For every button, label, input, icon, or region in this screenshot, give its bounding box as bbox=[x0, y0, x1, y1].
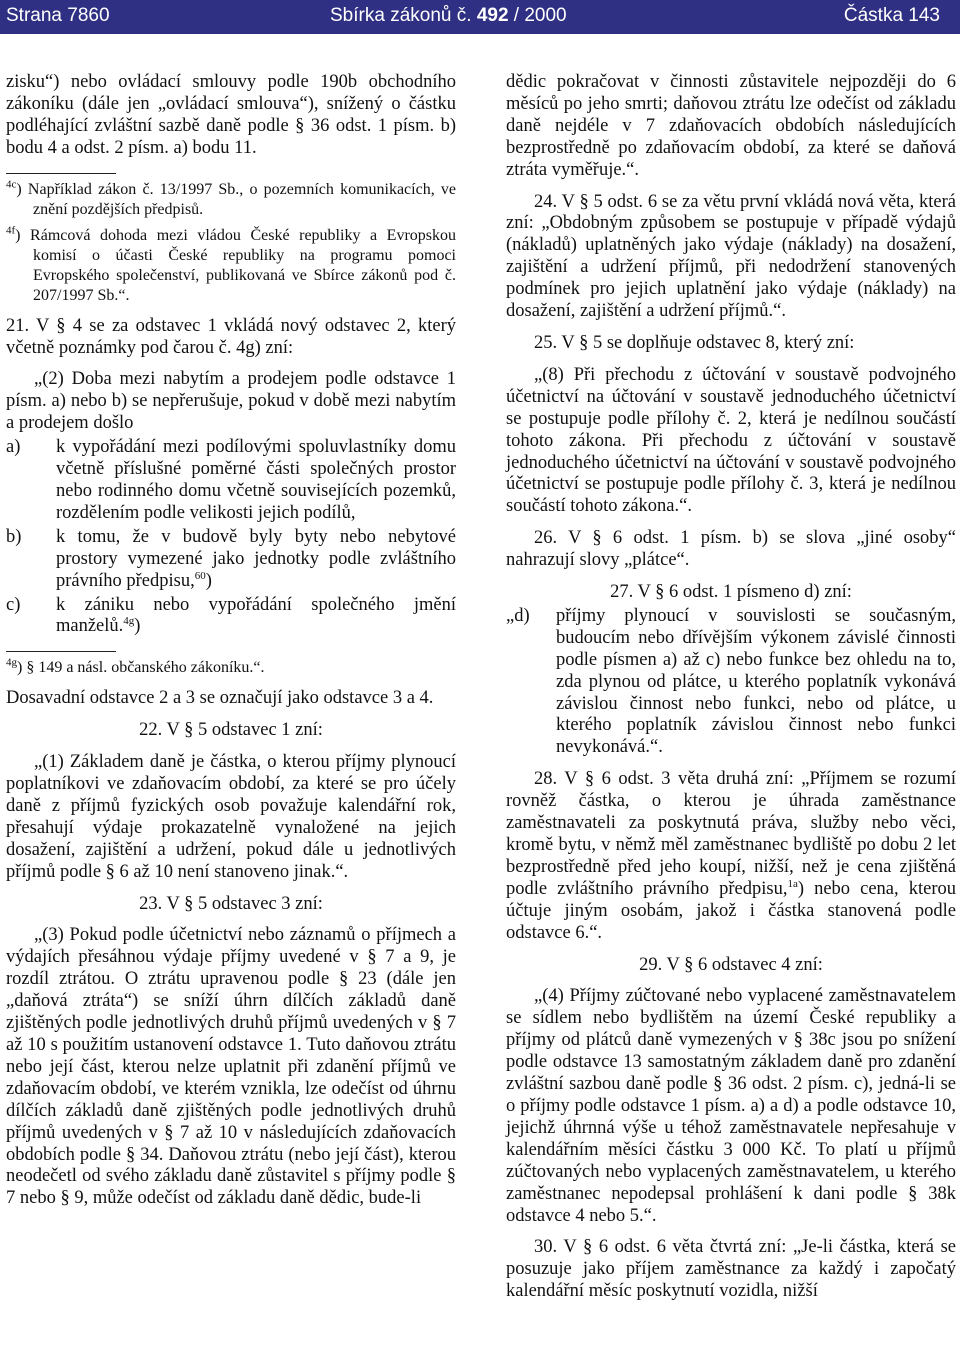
footnote-4f bbox=[6, 226, 456, 306]
footnote-rule bbox=[6, 651, 116, 652]
paragraph-continuation: zisku“) nebo ovládací smlouvy podle 190b obchodního zákoníku (dále jen „ovládací smlouva“), snížený o částku podléhající zvláštní sazbě daně podle § 36 odst. 1 písm. b) bodu 4 a odst. 2 písm. a) bodu 11. bbox=[6, 72, 456, 158]
footnote-mark: 4f bbox=[6, 224, 16, 237]
point-28-text-end: ) nebo cena, kterou účtuje jiným osobám, jakož i částka stanovená podle odstavce 6.“. bbox=[506, 878, 956, 943]
footnote-text: ) § 149 a násl. občanského zákoníku.“. bbox=[17, 659, 265, 677]
footnote-ref: 60 bbox=[194, 569, 206, 582]
footnote-text: ) Rámcová dohoda mezi vládou České republiky a Evropskou komisí o účasti České republiky na programu pomoci Evropského společenství, publikovaná ve Sbírce zákonů pod č. 207/1997 Sb.“. bbox=[15, 226, 456, 304]
footnote-ref: 1a bbox=[787, 877, 798, 890]
point-28-text: 28. V § 6 odst. 3 věta druhá zní: „Příjmem se rozumí rovněž částka, o kterou je úhrada zaměstnance zaměstnavateli za poskytnutá práva, služby nebo věci, kromě bytu, v němž měl zaměstnanec bydliště po dobu 2 let bezprostředně před jeho koupí, nižší, než je cena zjištěná podle zvláštního právního předpisu, bbox=[506, 769, 956, 899]
item-text-wrap bbox=[56, 527, 456, 593]
page-number: Strana 7860 bbox=[6, 5, 110, 26]
law-year: / 2000 bbox=[513, 5, 567, 26]
right-column bbox=[506, 72, 956, 1303]
collection-title bbox=[330, 5, 567, 27]
paragraph-continuation: dědic pokračovat v činnosti zůstavitele nejpozději do 6 měsíců po jeho smrti; daňovou ztrátu lze odečíst od základu daně nejdéle v 7 zdaňovacích obdobích následujících bezprostředně po zdaňovacím období, za které se daňová ztráta vyměřuje.“. bbox=[506, 72, 956, 180]
point-23-quote: „(3) Pokud podle účetnictví nebo záznamů o příjmech a výdajích přesáhnou výdaje příjmy uvedené v § 7 a 9, je rozdíl ztrátou. O ztrátu upravenou podle § 23 (dále jen „daňová ztráta“) se sníží úhrn dílčích základů daně zjištěných podle jednotlivých druhů příjmů uvedených v § 7 až 10 s použitím ustanovení odstavce 1. Tuto daňovou ztrátu nebo její část, kterou nelze uplatnit při zdanění příjmů ve zdaňovacím období, ve kterém vznikla, lze odečíst od úhrnu dílčích základů daně zjištěných podle jednotlivých druhů příjmů uvedených v § 7 až 10 v následujících zdaňovacích obdobích podle § 34. Daňovou ztrátu (nebo její část), kterou neodečetl od svého základu daně zůstavitel s příjmy podle § 7 nebo § 9, může odečíst od základu daně dědic, bude-li bbox=[6, 925, 456, 1209]
list-item-a bbox=[6, 437, 456, 525]
point-28 bbox=[506, 769, 956, 944]
item-text-end: ) bbox=[205, 570, 212, 591]
point-23: 23. V § 5 odstavec 3 zní: bbox=[139, 893, 323, 914]
item-label: „d) bbox=[506, 605, 530, 626]
item-label: c) bbox=[6, 594, 21, 615]
point-24: 24. V § 5 odst. 6 se za větu první vkládá nová věta, která zní: „Obdobným způsobem se postupuje v případě výdajů (nákladů) uplatněných jako výdaje (náklady) na dosažení, zajištění a udržení příjmů, při nedodržení stanovených podmínek pro jejich uplatnění jako výdaje (náklady) na dosažení, zajištění a udržení příjmů.“. bbox=[506, 191, 956, 322]
list-item-c bbox=[6, 595, 456, 639]
list-item-b bbox=[6, 527, 456, 593]
point-26: 26. V § 6 odst. 1 písm. b) se slova „jiné osoby“ nahrazují slovy „plátce“. bbox=[506, 528, 956, 571]
item-label: b) bbox=[6, 526, 22, 547]
footnote-ref: 4g bbox=[123, 615, 135, 628]
page-header bbox=[0, 0, 960, 34]
point-29-quote: „(4) Příjmy zúčtované nebo vyplacené zaměstnavatelem se sídlem nebo bydlištěm na území České republiky a příjmy od plátců daně vymezených v § 38c jsou po snížení podle odstavce 13 samostatným základem daně pro zdanění zvláštní sazbou daně podle § 36 odst. 2 písm. c), jedná-li se o příjmy podle odstavce 1 písm. a) a d) a podle odstavce 10, jejichž úhrnná výše u téhož zaměstnavatele nepřesahuje v kalendářním měsíci částku 3 000 Kč. To platí u příjmů zúčtovaných nebo vyplacených zaměstnavatelem, u kterého zaměstnanec nepodepsal prohlášení k dani podle § 38k odstavce 4 nebo 5.“. bbox=[506, 986, 956, 1226]
left-column bbox=[6, 72, 456, 1210]
point-27: 27. V § 6 odst. 1 písmeno d) zní: bbox=[610, 582, 852, 603]
footnote-4c bbox=[6, 180, 456, 220]
point-21-quote: „(2) Doba mezi nabytím a prodejem podle odstavce 1 písm. a) nebo b) se nepřerušuje, pokud v době mezi nabytím a prodejem došlo bbox=[6, 369, 456, 434]
point-30: 30. V § 6 odst. 6 věta čtvrtá zní: „Je-li částka, která se posuzuje jako příjem zaměstnance za každý i započatý kalendářní měsíc poskytnutí vozidla, nižší bbox=[506, 1237, 956, 1302]
item-text-wrap bbox=[56, 595, 456, 639]
item-text: k zániku nebo vypořádání společného jmění manželů. bbox=[56, 594, 456, 637]
point-29: 29. V § 6 odstavec 4 zní: bbox=[639, 954, 823, 975]
point-25-quote: „(8) Při přechodu z účtování v soustavě podvojného účetnictví na účtování v soustavě jednoduchého účetnictví se postupuje podle přílohy č. 2, která je nedílnou součástí tohoto zákona. Při přechodu z účtování v soustavě jednoduchého účetnictví na účtování v soustavě podvojného účetnictví se postupuje podle přílohy č. 3, která je nedílnou součástí tohoto zákona.“. bbox=[506, 364, 956, 517]
item-text: k vypořádání mezi podílovými spoluvlastníky domu včetně příslušné poměrné části společných prostor nebo rodinného domu včetně souvisejících pozemků, rozdělením podle velikosti jejich podílů, bbox=[56, 437, 456, 523]
item-text: příjmy plynoucí v souvislosti se současným, budoucím nebo dřívějším výkonem závislé činnosti podle písmen a) až c) nebo funkce bez ohledu na to, zda plynou od plátce, u kterého poplatník vykonává závislou činnost nebo funkci, nebo od plátce, u kterého poplatník závislou činnost nebo funkci nevykonává.“. bbox=[556, 605, 956, 758]
footnote-4g bbox=[6, 658, 456, 678]
footnote-mark: 4c bbox=[6, 178, 17, 191]
item-label: a) bbox=[6, 437, 21, 458]
point-22: 22. V § 5 odstavec 1 zní: bbox=[139, 720, 323, 741]
point-21: 21. V § 4 se za odstavec 1 vkládá nový odstavec 2, který včetně poznámky pod čarou č. 4g) zní: bbox=[6, 315, 456, 358]
list-item-d bbox=[506, 606, 956, 759]
law-number: 492 bbox=[476, 5, 509, 26]
point-25: 25. V § 5 se doplňuje odstavec 8, který zní: bbox=[534, 332, 855, 353]
point-22-quote: „(1) Základem daně je částka, o kterou příjmy plynoucí poplatníkovi ve zdaňovacím období, za které se pro účely daně z příjmů fyzických osob považuje kalendářní rok, přesahují výdaje prokazatelně vynaložené na jejich dosažení, zajištění a udržení, pokud dále u jednotlivých příjmů podle § 6 až 10 není stanoveno jinak.“. bbox=[6, 752, 456, 882]
item-text-end: ) bbox=[134, 616, 141, 637]
part-number: Částka 143 bbox=[843, 5, 940, 26]
footnote-text: ) Například zákon č. 13/1997 Sb., o pozemních komunikacích, ve znění pozdějších předpisů. bbox=[16, 180, 456, 218]
footnote-mark: 4g bbox=[6, 656, 17, 669]
collection-prefix: Sbírka zákonů č. bbox=[330, 5, 472, 26]
footnote-rule bbox=[6, 173, 116, 174]
item-text: k tomu, že v budově byly byty nebo nebytové prostory vymezené jako jednotky podle zvláštního právního předpisu, bbox=[56, 526, 456, 591]
paragraph-renumbering: Dosavadní odstavce 2 a 3 se označují jako odstavce 3 a 4. bbox=[6, 688, 434, 709]
